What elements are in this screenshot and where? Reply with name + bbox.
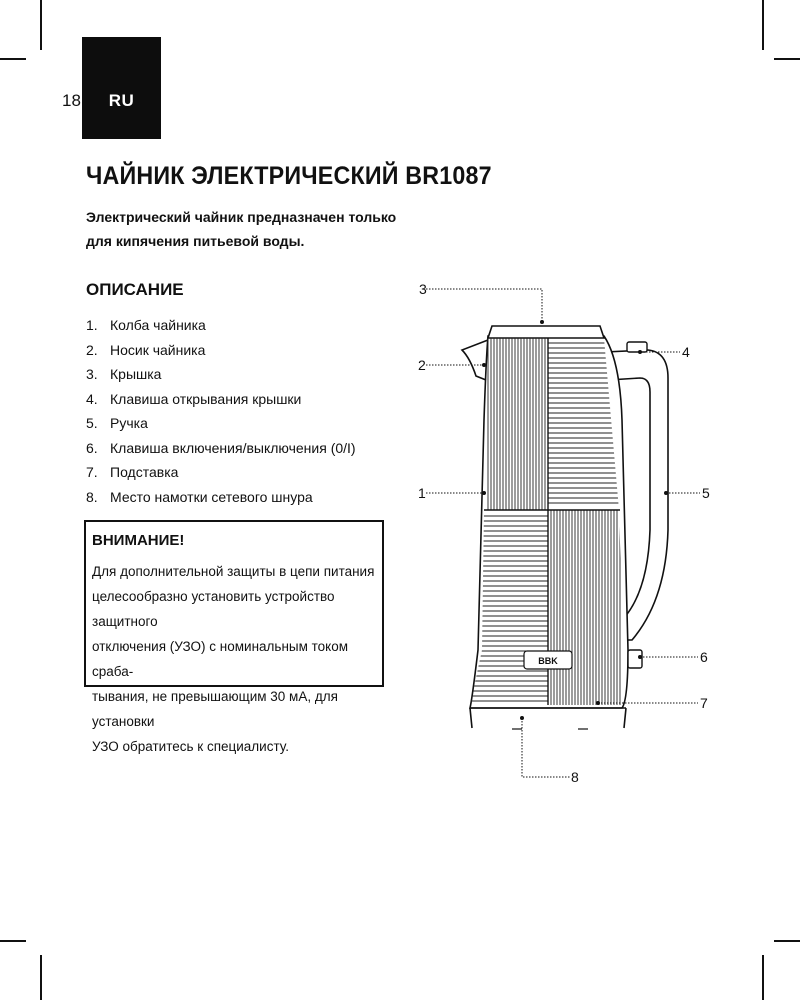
intro-text [86,205,406,253]
kettle-base [470,708,626,728]
crop-mark [774,58,800,60]
kettle-spout [462,340,488,380]
description-heading: ОПИСАНИЕ [86,280,184,299]
parts-list [86,313,356,509]
callout-number: 4 [682,344,690,360]
crop-mark [40,955,42,1000]
warning-text: Для дополнительной защиты в цепи питания целесообразно установить устройство защитного отключения (УЗО) с номинальным током сраба- тывания, не превышающим 30 мА, для установки УЗО обратитесь к специалисту. [92,564,375,754]
crop-mark [0,940,26,942]
list-item: 6. Клавиша включения/выключения (0/I) [86,439,356,456]
kettle-lid [488,326,604,338]
list-item: 8. Место намотки сетевого шнура [86,488,313,505]
callout-number: 5 [702,485,710,501]
lid-release-button [627,342,647,352]
language-label: RU [108,91,135,110]
brand-logo [524,651,572,669]
kettle-diagram [405,270,735,790]
crop-mark [762,955,764,1000]
crop-mark [774,940,800,942]
page-number: 18 [62,91,81,110]
list-item: 5. Ручка [86,415,148,431]
intro-line: для кипячения питьевой воды. [86,233,305,249]
callout-number: 3 [419,281,427,297]
language-tab [82,37,161,139]
callout-number: 6 [700,649,708,665]
list-item: 4. Клавиша открывания крышки [86,390,302,407]
svg-text:BBK: BBK [538,656,558,666]
callout-number: 1 [418,485,426,501]
callout-number: 2 [418,357,426,373]
warning-heading: ВНИМАНИЕ! [92,532,185,549]
callout-number: 8 [571,769,579,785]
page-title: ЧАЙНИК ЭЛЕКТРИЧЕСКИЙ BR1087 [86,162,492,190]
crop-mark [762,0,764,50]
list-item: 3. Крышка [86,366,162,382]
power-switch [628,650,642,668]
crop-mark [40,0,42,50]
list-item: 7. Подставка [86,464,179,480]
list-item: 2. Носик чайника [86,341,206,358]
crop-mark [0,58,26,60]
warning-box [84,520,384,754]
list-item: 1. Колба чайника [86,317,206,333]
intro-line: Электрический чайник предназначен только [86,209,397,225]
callout-number: 7 [700,695,708,711]
